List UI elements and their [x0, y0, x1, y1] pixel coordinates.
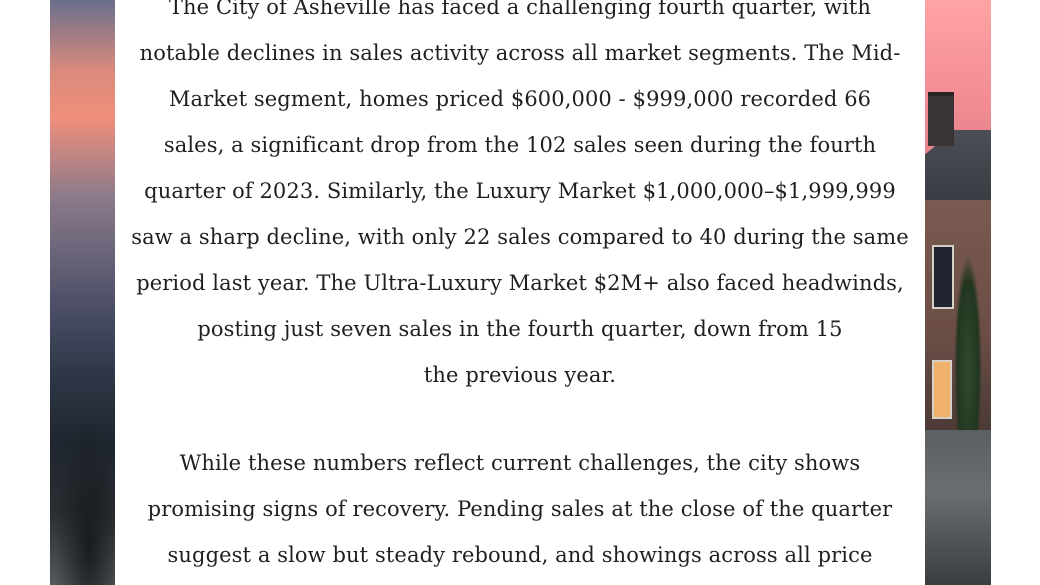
text-line: period last year. The Ultra-Luxury Market $2M+ also faced headwinds, — [136, 271, 904, 295]
text-line: posting just seven sales in the fourth quarter, down from 15 — [197, 317, 843, 341]
text-line: suggest a slow but steady rebound, and showings across all price — [167, 543, 873, 567]
text-line: The City of Asheville has faced a challenging fourth quarter, with — [168, 0, 872, 19]
evergreen-tree — [954, 255, 982, 445]
house-ground — [925, 430, 991, 585]
text-line: sales, a significant drop from the 102 sales seen during the fourth — [163, 133, 877, 157]
text-line: quarter of 2023. Similarly, the Luxury Market $1,000,000–$1,999,999 — [144, 179, 896, 203]
text-line: notable declines in sales activity across all market segments. The Mid- — [139, 41, 901, 65]
text-line: the previous year. — [423, 363, 617, 387]
house-chimney — [928, 92, 954, 146]
recovery-paragraph — [115, 440, 925, 578]
text-line: promising signs of recovery. Pending sales at the close of the quarter — [147, 497, 893, 521]
background-photo-left-sunset — [50, 0, 115, 585]
house-window-lit — [932, 360, 952, 419]
text-line: saw a sharp decline, with only 22 sales compared to 40 during the same — [131, 225, 909, 249]
market-report-paragraph — [115, 0, 925, 398]
article-content — [115, 0, 925, 585]
house-window — [932, 245, 954, 309]
text-line: While these numbers reflect current challenges, the city shows — [179, 451, 861, 475]
text-line: Market segment, homes priced $600,000 - $999,000 recorded 66 — [168, 87, 872, 111]
